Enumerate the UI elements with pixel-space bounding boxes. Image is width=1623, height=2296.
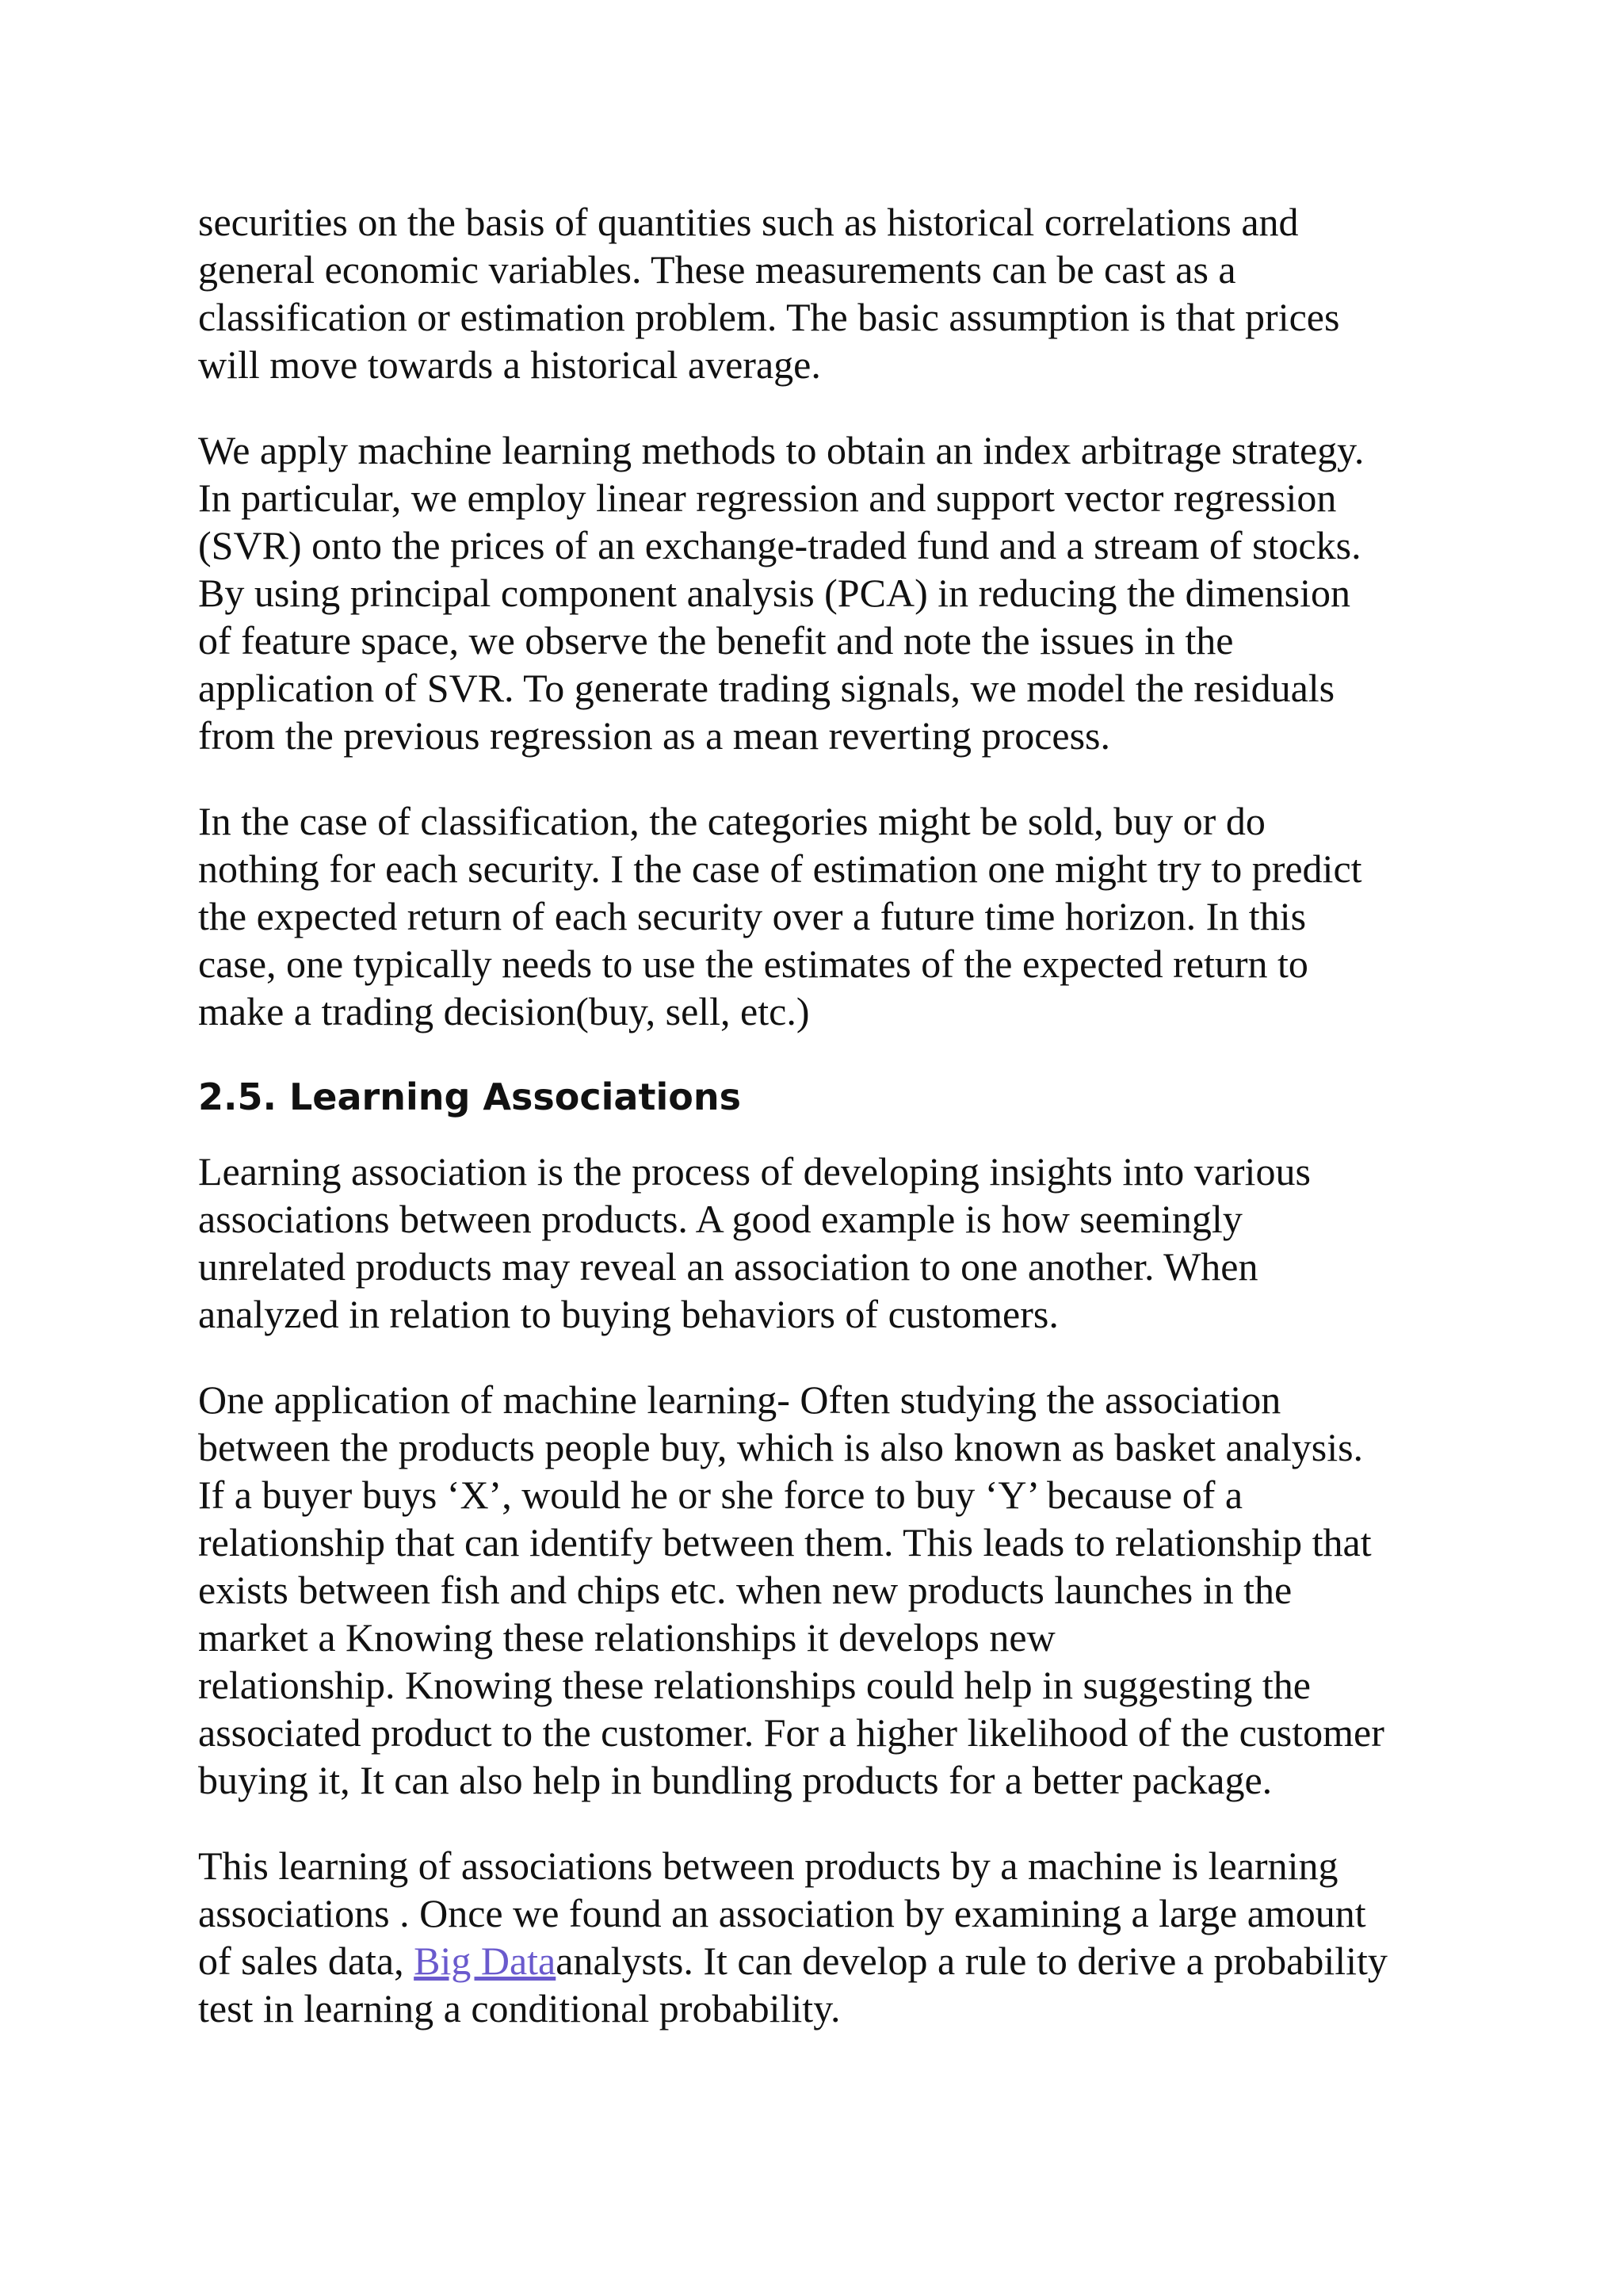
text-line: securities on the basis of quantities such as historical correlations and [198,200,1299,244]
text-line-with-link [198,1937,1450,1985]
text-line: exists between fish and chips etc. when new products launches in the [198,1568,1293,1612]
text-line: This learning of associations between products by a machine is learning [198,1843,1338,1888]
paragraph-index-arbitrage [198,426,1450,759]
text-line: the expected return of each security over a future time horizon. In this [198,894,1307,938]
text-line: case, one typically needs to use the estimates of the expected return to [198,942,1308,986]
text-line: associated product to the customer. For a higher likelihood of the customer [198,1710,1384,1755]
text-segment: of sales data, [198,1939,414,1983]
text-line: One application of machine learning- Often studying the association [198,1377,1281,1422]
paragraph-classification-case [198,797,1450,1035]
text-line: from the previous regression as a mean reverting process. [198,713,1111,758]
text-line: nothing for each security. I the case of estimation one might try to predict [198,846,1362,891]
text-line: relationship that can identify between them. This leads to relationship that [198,1520,1372,1564]
text-line: buying it, It can also help in bundling products for a better package. [198,1758,1273,1802]
paragraph-learning-association-definition [198,1148,1450,1338]
text-line: associations . Once we found an association by examining a large amount [198,1891,1366,1935]
text-line: If a buyer buys ‘X’, would he or she force to buy ‘Y’ because of a [198,1473,1243,1517]
text-line: unrelated products may reveal an association to one another. When [198,1244,1258,1289]
paragraph-securities-basis [198,198,1450,388]
big-data-link[interactable]: Big Data [414,1939,556,1983]
text-line: Learning association is the process of developing insights into various [198,1149,1311,1194]
section-heading: 2.5. Learning Associations [198,1075,741,1118]
text-segment: analysts. It can develop a rule to derive a probability [556,1939,1388,1983]
text-line: general economic variables. These measurements can be cast as a [198,247,1236,292]
page-content [198,198,1450,2070]
paragraph-association-rule [198,1842,1450,2032]
text-line: analyzed in relation to buying behaviors of customers. [198,1292,1059,1336]
text-line: In the case of classification, the categories might be sold, buy or do [198,799,1266,843]
text-line: In particular, we employ linear regression and support vector regression [198,476,1337,520]
text-line: market a Knowing these relationships it develops new [198,1615,1056,1660]
text-line: (SVR) onto the prices of an exchange-traded fund and a stream of stocks. [198,523,1361,567]
text-line: relationship. Knowing these relationships could help in suggesting the [198,1663,1311,1707]
text-line: between the products people buy, which is also known as basket analysis. [198,1425,1364,1469]
paragraph-basket-analysis [198,1376,1450,1804]
text-line: make a trading decision(buy, sell, etc.) [198,989,810,1033]
text-line: of feature space, we observe the benefit and note the issues in the [198,618,1234,663]
text-line: classification or estimation problem. The basic assumption is that prices [198,295,1340,339]
text-line: application of SVR. To generate trading signals, we model the residuals [198,666,1335,710]
text-line: We apply machine learning methods to obtain an index arbitrage strategy. [198,428,1365,472]
text-line: By using principal component analysis (PCA) in reducing the dimension [198,571,1350,615]
text-line: will move towards a historical average. [198,342,821,387]
text-line: associations between products. A good example is how seemingly [198,1197,1243,1241]
text-line: test in learning a conditional probability. [198,1986,841,2030]
